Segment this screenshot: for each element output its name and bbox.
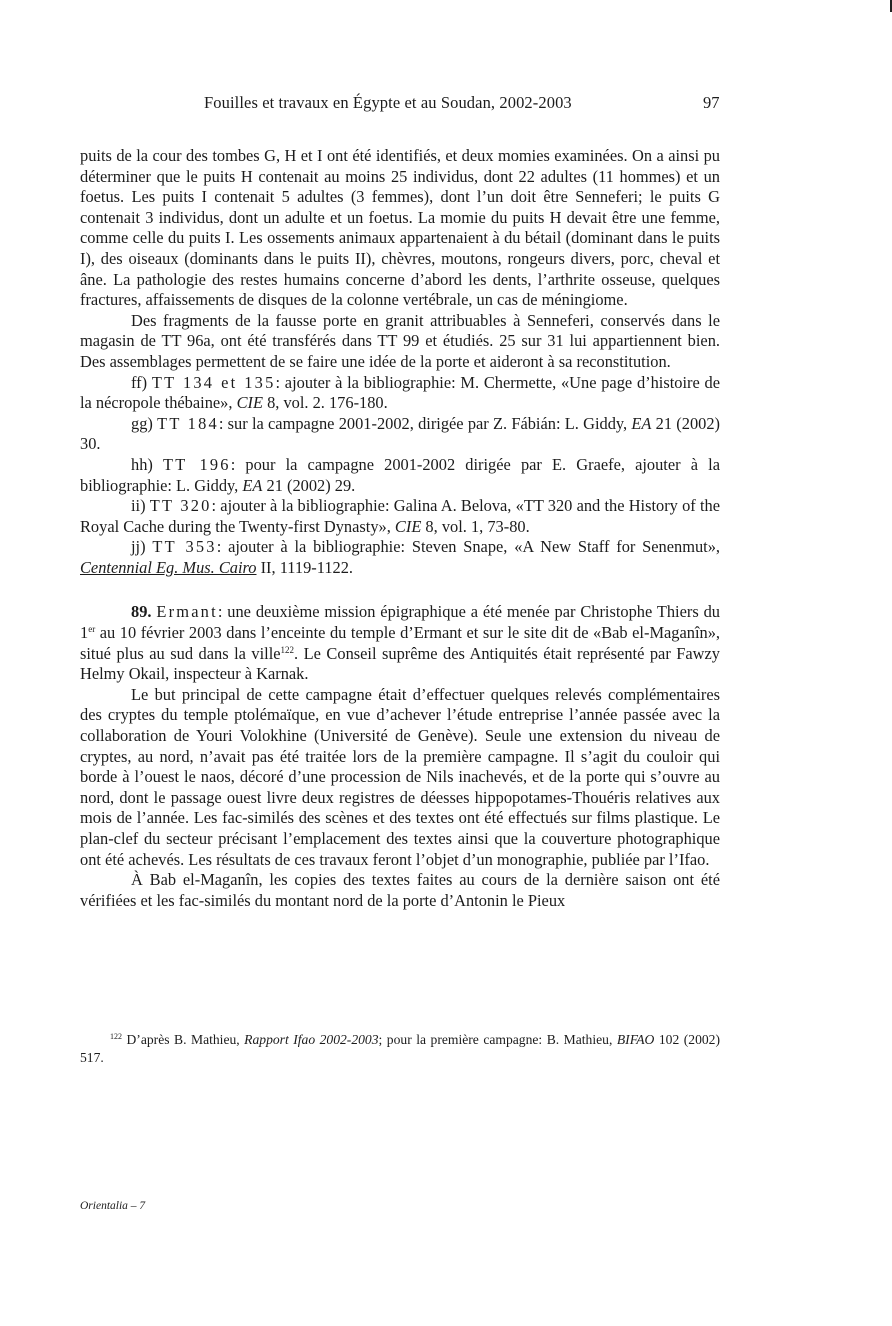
footnote-text-b: ; pour la première campagne: B. Mathieu, (378, 1032, 617, 1047)
entry-gg-tomb: TT 184 (157, 413, 219, 433)
entry-hh (80, 455, 720, 496)
paragraph-tombs-continued: puits de la cour des tombes G, H et I ont été identifiés, et deux momies examinées. On a ainsi pu déterminer que le puits H contenait au moins 25 individus, dont 22 adultes (11 hommes) et un foetus. Les puits I contenait 5 adultes (3 femmes), dont l’un doit être Senneferi; le puits G contenait 3 individus, dont un adulte et un foetus. La momie du puits H devait être une femme, comme celle du puits I. Les ossements animaux appartenaient à du bétail (dominant dans le puits I), des oiseaux (dominants dans le puits II), chèvres, moutons, rongeurs divers, porc, cheval et âne. La pathologie des restes humains concerne d’abord les dents, l’arthrite osseuse, quelques fractures, affaissements de disques de la colonne vertébrale, un cas de méningiome. (80, 146, 720, 310)
entry-ii (80, 496, 720, 537)
entry-gg (80, 414, 720, 455)
paragraph-false-door: Des fragments de la fausse porte en granit attribuables à Senneferi, conservés dans le magasin de TT 96a, ont été transférés dans TT 99 et étudiés. 25 sur 31 lui appartiennent bien. Des assemblages permettent de se faire une idée de la porte et aideront à sa reconstitution. (80, 310, 720, 371)
section-89-text-b: au 10 février 2003 dans l’enceinte du temple d’Ermant et sur le site dit de «Bab el-Maganîn», situé plus au sud dans la ville (80, 623, 720, 663)
footnote-ref-122: 122 (280, 644, 295, 655)
entry-jj-tomb: TT 353 (152, 537, 217, 557)
footnote-text-a: D’après B. Mathieu, (122, 1032, 245, 1047)
page-number: 97 (703, 93, 720, 112)
entry-gg-text-a: : sur la campagne 2001-2002, dirigée par Z. Fábián: L. Giddy, (218, 413, 632, 433)
entry-hh-text-a: : pour la campagne 2001-2002 dirigée par E. Graefe, ajouter à la bibliographie: L. Giddy, (80, 454, 720, 495)
entry-ii-journal: CIE (394, 516, 422, 536)
entry-ff (80, 373, 720, 414)
entry-jj-journal: Centennial Eg. Mus. Cairo (80, 557, 257, 577)
running-title: Fouilles et travaux en Égypte et au Soudan, 2002-2003 (204, 93, 572, 112)
entry-ff-label: ff) (131, 372, 148, 392)
entry-gg-journal: EA (631, 413, 652, 433)
footnote-text-c: 102 (2002) 517. (80, 1032, 720, 1065)
entry-ff-text-b: 8, vol. 2. 176-180. (262, 393, 388, 413)
entry-ii-text-b: 8, vol. 1, 73-80. (421, 516, 530, 536)
superscript-er: er (88, 624, 96, 635)
footnote-journal: BIFAO (616, 1032, 655, 1047)
entry-hh-tomb: TT 196 (163, 454, 231, 474)
entry-jj-text-a: : ajouter à la bibliographie: Steven Snape, «A New Staff for Senenmut», (216, 537, 720, 557)
entry-jj-label: jj) (131, 537, 146, 557)
entry-ii-text-a: : ajouter à la bibliographie: Galina A. Belova, «TT 320 and the History of the Royal Cache during the Twenty-first Dynasty», (80, 496, 720, 536)
footnote-122 (80, 1031, 720, 1067)
entry-hh-journal: EA (242, 475, 263, 495)
entry-jj-text-b: II, 1119-1122. (256, 557, 354, 577)
entry-ff-journal: CIE (236, 393, 263, 413)
footnote-title: Rapport Ifao 2002-2003 (244, 1032, 379, 1047)
signature-mark: Orientalia – 7 (80, 1200, 146, 1212)
section-89-site: Ermant (156, 602, 218, 622)
entry-ii-tomb: TT 320 (149, 496, 212, 516)
section-89 (80, 602, 720, 684)
section-89-number: 89. (131, 602, 152, 622)
entry-gg-text-b: 21 (2002) 30. (80, 413, 720, 454)
footnote-number: 122 (110, 1032, 122, 1041)
entry-ff-tomb: TT 134 et 135 (151, 372, 276, 392)
entry-jj (80, 537, 720, 578)
entry-ff-text-a: : ajouter à la bibliographie: M. Chermette, «Une page d’histoire de la nécropole thébaine», (80, 372, 720, 413)
entry-gg-label: gg) (131, 413, 153, 433)
paragraph-campaign-goal: Le but principal de cette campagne était d’effectuer quelques relevés complémentaires des cryptes du temple ptolémaïque, en vue d’achever l’étude entreprise l’année passée avec la collaboration de Youri Volokhine (Université de Genève). Seule une extension du niveau de cryptes, au nord, n’avait pas été traitée lors de la première campagne. Il s’agit du couloir qui borde à l’ouest le naos, décoré d’une procession de Nils inachevés, et de la porte qui s’ouvre au nord, dont le passage ouest livre deux registres de déesses hippopotames-Thouéris relatives aux mois de l’année. Les fac-similés des scènes et des textes ont été effectués sur films plastique. Le plan-clef du secteur précisant l’emplacement des textes ainsi que la couverture photographique ont été achevés. Les résultats de ces travaux feront l’objet d’un monographie, publiée par l’Ifao. (80, 684, 720, 869)
section-89-text-c: . Le Conseil suprême des Antiquités était représenté par Fawzy Helmy Okail, inspecteur à Karnak. (80, 643, 720, 684)
entry-hh-text-b: 21 (2002) 29. (262, 475, 356, 495)
main-text (80, 146, 720, 911)
entry-ii-label: ii) (131, 496, 146, 516)
entry-hh-label: hh) (131, 454, 153, 474)
paragraph-bab-el-maganin: À Bab el-Maganîn, les copies des textes faites au cours de la dernière saison ont été vérifiées et les fac-similés du montant nord de la porte d’Antonin le Pieux (80, 870, 720, 910)
section-89-text-a: : une deuxième mission épigraphique a été menée par Christophe Thiers du 1 (80, 602, 720, 643)
